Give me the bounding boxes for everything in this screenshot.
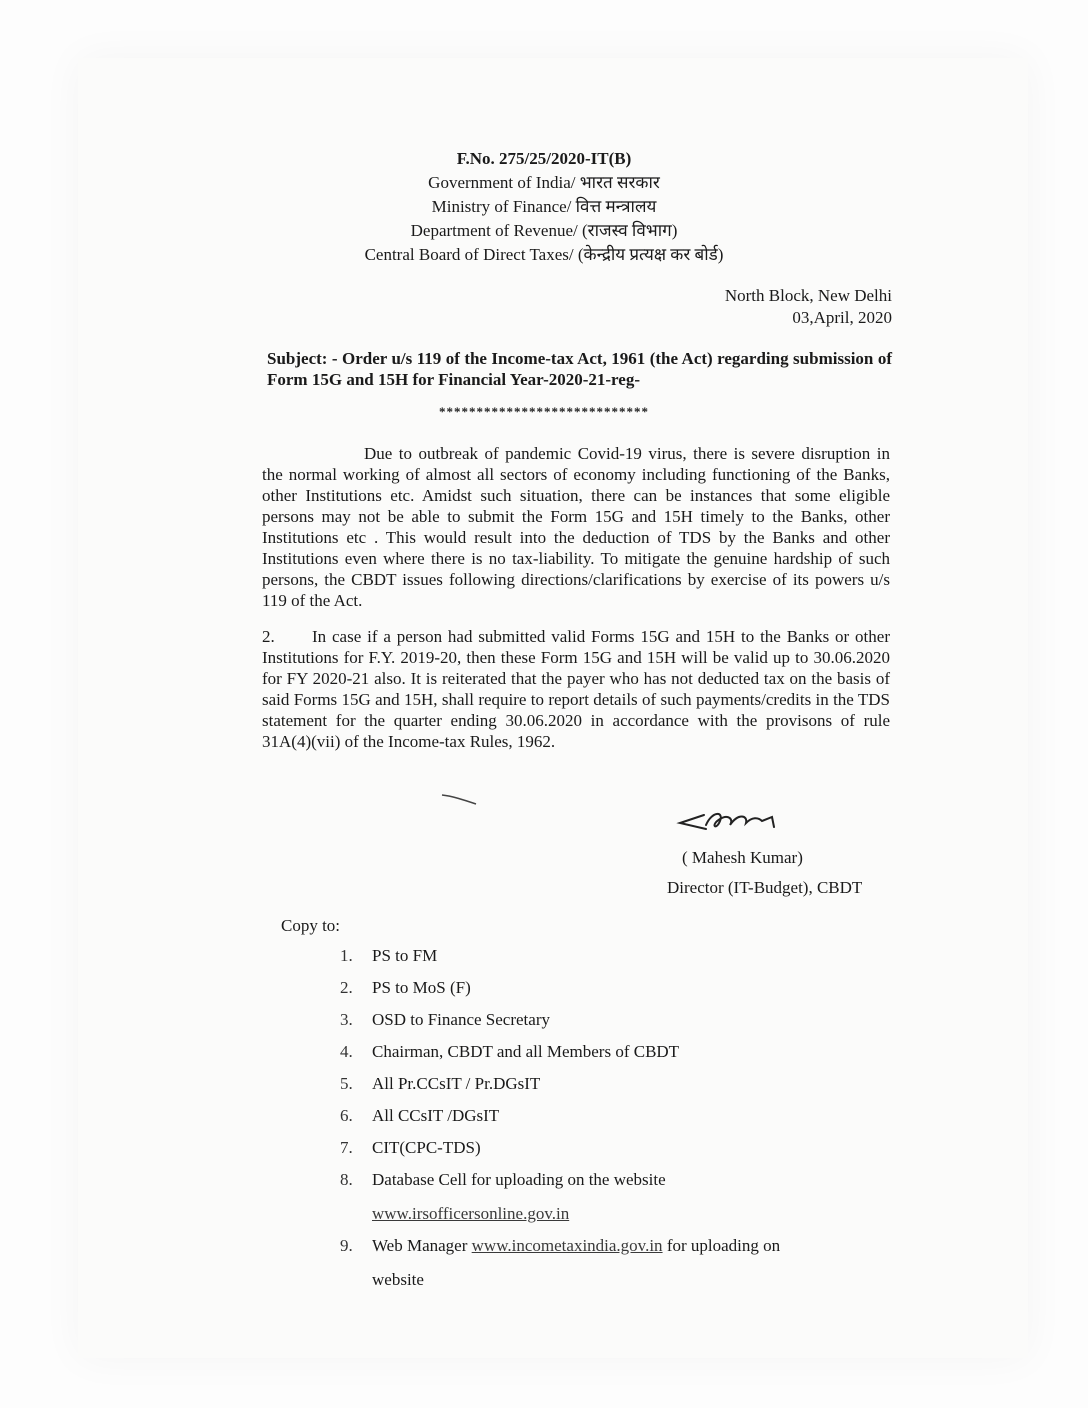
file-number: F.No. 275/25/2020-IT(B) [456, 149, 632, 168]
letterhead [0, 147, 1088, 267]
signature-image [676, 805, 796, 837]
website-link-incometaxindia[interactable]: www.incometaxindia.gov.in [471, 1236, 663, 1255]
header-line-government: Government of India/ भारत सरकार [428, 173, 660, 192]
list-item: 3. OSD to Finance Secretary [340, 1010, 550, 1029]
list-item: 7. CIT(CPC-TDS) [340, 1138, 481, 1157]
place-date-block [725, 285, 892, 329]
list-item: 5. All Pr.CCsIT / Pr.DGsIT [340, 1074, 541, 1093]
copy-to-label: Copy to: [281, 916, 341, 935]
list-item: 2. PS to MoS (F) [340, 978, 471, 997]
header-line-ministry: Ministry of Finance/ वित्त मन्त्रालय [431, 197, 657, 216]
copy-to-list [340, 945, 860, 1301]
separator-stars: **************************** [439, 404, 649, 419]
header-line-department: Department of Revenue/ (राजस्व विभाग) [410, 221, 678, 240]
list-item: 6. All CCsIT /DGsIT [340, 1106, 500, 1125]
signatory-name: ( Mahesh Kumar) [682, 848, 803, 867]
header-line-board: Central Board of Direct Taxes/ (केन्द्रीय प्रत्यक्ष कर बोर्ड) [364, 245, 724, 264]
place-date: 03,April, 2020 [792, 308, 892, 327]
paragraph-1: Due to outbreak of pandemic Covid-19 virus, there is severe disruption in the normal working of almost all sectors of economy including functioning of the Banks, other Institutions etc. Amidst such situation, there can be instances that some eligible persons may not be able to submit the Form 15G and 15H timely to the Banks, other Institutions etc . This would result into the deduction of TDS by the Banks and other Institutions even where there is no tax-liability. To mitigate the genuine hardship of such persons, the CBDT issues following directions/clarifications by exercise of its powers u/s 119 of the Act. [262, 444, 890, 610]
paragraph-2-number: 2. [262, 627, 275, 646]
list-item: 1. PS to FM [340, 946, 438, 965]
paragraph-2 [262, 626, 890, 752]
list-item: 4. Chairman, CBDT and all Members of CBDT [340, 1042, 680, 1061]
subject-line: Subject: - Order u/s 119 of the Income-tax Act, 1961 (the Act) regarding submission of Form 15G and 15H for Financial Year-2020-21-reg- [267, 349, 892, 389]
signatory-designation: Director (IT-Budget), CBDT [667, 878, 863, 897]
paragraph-2-text: In case if a person had submitted valid Forms 15G and 15H to the Banks or other Institutions for F.Y. 2019-20, then these Form 15G and 15H will be valid up to 30.06.2020 for FY 2020-21 also. It is reiterated that the payer who has not deducted tax on the basis of said Forms 15G and 15H, shall require to report details of such payments/credits in the TDS statement for the quarter ending 30.06.2020 in accordance with the provisons of rule 31A(4)(vii) of the Income-tax Rules, 1962. [262, 627, 890, 751]
pen-stroke-mark [440, 792, 480, 806]
website-link-irsofficersonline[interactable]: www.irsofficersonline.gov.in [372, 1204, 570, 1223]
list-item: 8. Database Cell for uploading on the website www.irsofficersonline.gov.in [340, 1169, 860, 1235]
list-item: 9. Web Manager www.incometaxindia.gov.in for uploading on website [340, 1236, 781, 1289]
place-location: North Block, New Delhi [724, 286, 892, 305]
